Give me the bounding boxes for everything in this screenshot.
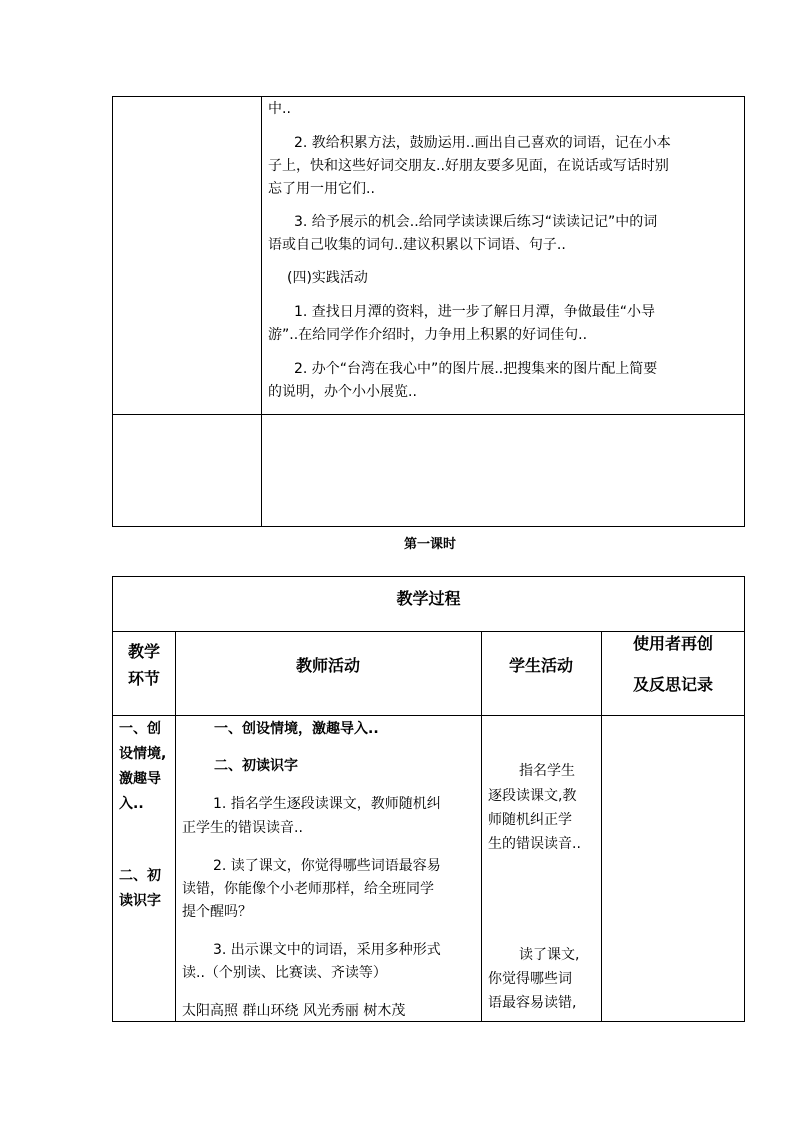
header-row-divider <box>113 715 744 716</box>
process-table-title: 教学过程 <box>396 589 461 608</box>
stage-text-line: 设情境, <box>119 746 167 762</box>
stage-text-line: 二、初 <box>119 868 161 884</box>
stage-text-line: 读识字 <box>119 893 161 909</box>
teacher-text-line: 2. 读了课文，你觉得哪些词语最容易 <box>213 858 441 874</box>
top-text-line: 子上，快和这些好词交朋友..好朋友要多见面，在说话或写话时别 <box>268 158 669 174</box>
header-stage: 环节 <box>127 669 160 688</box>
header-reflection: 及反思记录 <box>632 675 713 694</box>
top-text-line: 的说明，办个小小展览.. <box>268 384 417 400</box>
top-text-line: 2. 办个“台湾在我心中”的图片展..把搜集来的图片配上简要 <box>294 361 658 377</box>
student-text-line: 逐段读课文,教 <box>488 788 577 804</box>
top-text-line: 忘了用一用它们.. <box>268 181 375 197</box>
stage-text-line: 一、创 <box>119 721 161 737</box>
teacher-text-line: 二、初读识字 <box>214 758 298 774</box>
top-section-heading: (四)实践活动 <box>287 270 368 286</box>
student-text-line: 读了课文, <box>519 947 580 963</box>
stage-column-divider <box>175 631 176 1021</box>
top-text-line: 游”..在给同学作介绍时，力争用上积累的好词佳句.. <box>268 327 588 343</box>
teacher-column-divider <box>481 631 482 1021</box>
section-title: 第一课时 <box>403 537 456 552</box>
top-table-column-divider <box>261 97 262 526</box>
header-student-activity: 学生活动 <box>508 656 573 675</box>
top-text-line: 1. 查找日月潭的资料，进一步了解日月潭，争做最佳“小导 <box>294 304 656 320</box>
header-stage: 教学 <box>127 642 160 661</box>
student-text-line: 指名学生 <box>519 763 575 779</box>
stage-text-line: 入.. <box>119 796 144 812</box>
top-table-row-divider <box>113 414 744 415</box>
top-text-line: 2. 教给积累方法，鼓励运用..画出自己喜欢的词语，记在小本 <box>294 135 671 151</box>
teacher-text-line: 读错，你能像个小老师那样，给全班同学 <box>182 881 434 897</box>
teacher-text-line: 提个醒吗？ <box>182 904 252 920</box>
teacher-text-line: 1. 指名学生逐段读课文，教师随机纠 <box>213 796 441 812</box>
top-text-line: 中.. <box>268 101 291 117</box>
top-text-line: 语或自己收集的词句..建议积累以下词语、句子.. <box>268 237 566 253</box>
header-teacher-activity: 教师活动 <box>295 656 360 675</box>
student-text-line: 语最容易读错, <box>488 995 577 1011</box>
top-text-line: 3. 给予展示的机会..给同学读读课后练习“读读记记”中的词 <box>294 214 658 230</box>
teacher-text-line: 正学生的错误读音.. <box>182 820 303 836</box>
student-text-line: 师随机纠正学 <box>488 812 572 828</box>
student-text-line: 你觉得哪些词 <box>488 971 572 987</box>
teacher-text-line: 3. 出示课文中的词语，采用多种形式 <box>213 942 441 958</box>
teacher-text-line: 一、创设情境，激趣导入.. <box>214 721 379 737</box>
student-text-line: 生的错误读音.. <box>488 836 581 852</box>
teacher-text-line: 读..（个别读、比赛读、齐读等） <box>182 965 387 981</box>
header-reflection: 使用者再创 <box>632 634 713 653</box>
stage-text-line: 激趣导 <box>119 771 161 787</box>
teacher-word-list: 太阳高照 群山环绕 风光秀丽 树木茂 <box>182 1003 406 1019</box>
